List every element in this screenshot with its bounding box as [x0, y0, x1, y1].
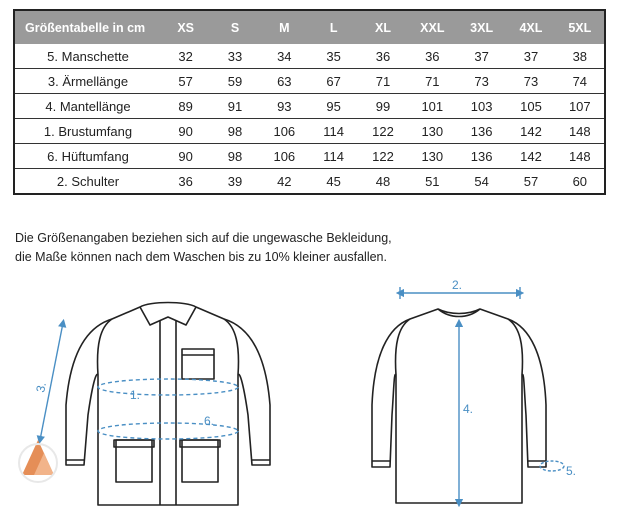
table-cell: 71 [408, 69, 457, 94]
table-row [14, 44, 605, 69]
table-cell: 36 [161, 169, 210, 195]
table-cell: 114 [309, 144, 358, 169]
table-cell: 122 [358, 119, 407, 144]
header-cell-title: Größentabelle in cm [14, 10, 161, 44]
table-cell: 42 [260, 169, 309, 195]
marker-3: 3. [33, 380, 50, 394]
marker-1: 1. [130, 388, 141, 402]
note-line: Die Größenangaben beziehen sich auf die ungewasche Bekleidung, [15, 231, 392, 245]
table-cell: 106 [260, 144, 309, 169]
table-cell: 36 [375, 48, 391, 64]
table-cell: 38 [572, 48, 588, 64]
table-row [14, 144, 605, 169]
table-cell: 122 [358, 144, 407, 169]
table-cell: 114 [309, 119, 358, 144]
table-cell: 63 [260, 69, 309, 94]
table-cell: 35 [326, 48, 341, 64]
table-cell: 74 [556, 69, 605, 94]
size-table [13, 9, 606, 195]
note-line: die Maße können nach dem Waschen bis zu 10% kleiner ausfallen. [15, 250, 387, 264]
header-cell-l: L [309, 10, 358, 44]
table-cell: 71 [358, 69, 407, 94]
table-cell: 106 [260, 119, 309, 144]
row-label: 6. Hüftumfang [14, 144, 161, 169]
row-label: 2. Schulter [14, 169, 161, 195]
row-label: 3. Ärmellänge [14, 69, 161, 94]
table-cell: 37 [474, 48, 489, 64]
table-cell: 34 [277, 48, 292, 64]
table-cell: 136 [457, 119, 506, 144]
table-row [14, 119, 605, 144]
table-row [14, 94, 605, 119]
header-cell-4xl: 4XL [506, 10, 555, 44]
table-cell: 89 [161, 94, 210, 119]
table-cell: 37 [523, 48, 539, 64]
row-label: 4. Mantellänge [14, 94, 161, 119]
table-cell: 57 [506, 169, 555, 195]
table-cell: 51 [408, 169, 457, 195]
table-cell: 98 [210, 119, 259, 144]
table-cell: 130 [408, 119, 457, 144]
table-cell: 136 [457, 144, 506, 169]
table-cell: 99 [358, 94, 407, 119]
marker-2: 2. [452, 278, 463, 292]
table-row [14, 69, 605, 94]
header-cell-m: M [260, 10, 309, 44]
header-cell-5xl: 5XL [556, 10, 605, 44]
measure-lines-back [400, 287, 564, 503]
table-cell: 91 [210, 94, 259, 119]
table-cell: 93 [260, 94, 309, 119]
table-cell: 48 [358, 169, 407, 195]
size-table-header [14, 10, 605, 44]
header-cell-xl: XL [358, 10, 407, 44]
table-cell: 142 [506, 144, 555, 169]
table-cell: 33 [227, 48, 243, 64]
table-cell: 39 [210, 169, 259, 195]
washing-note [15, 229, 392, 267]
table-cell: 90 [161, 119, 210, 144]
header-cell-s: S [210, 10, 259, 44]
table-cell: 148 [556, 144, 605, 169]
table-cell: 98 [210, 144, 259, 169]
table-row [14, 169, 605, 195]
table-cell: 67 [309, 69, 358, 94]
table-cell: 142 [506, 119, 555, 144]
marker-4: 4. [463, 402, 474, 416]
table-cell: 60 [556, 169, 605, 195]
mountain-logo-icon [19, 440, 57, 482]
table-cell: 90 [161, 144, 210, 169]
header-cell-xs: XS [161, 10, 210, 44]
table-cell: 101 [408, 94, 457, 119]
marker-6: 6. [204, 414, 215, 428]
header-cell-3xl: 3XL [457, 10, 506, 44]
table-cell: 148 [556, 119, 605, 144]
table-cell: 32 [178, 48, 193, 64]
table-cell: 103 [457, 94, 506, 119]
table-cell: 107 [556, 94, 605, 119]
table-cell: 73 [457, 69, 506, 94]
header-cell-xxl: XXL [408, 10, 457, 44]
table-cell: 73 [506, 69, 555, 94]
marker-5: 5. [566, 464, 577, 478]
row-label: 1. Brustumfang [14, 119, 161, 144]
table-cell: 105 [506, 94, 555, 119]
table-cell: 45 [309, 169, 358, 195]
table-cell: 130 [408, 144, 457, 169]
table-cell: 59 [210, 69, 259, 94]
table-cell: 54 [457, 169, 506, 195]
jacket-front [66, 303, 270, 506]
table-cell: 36 [425, 48, 440, 64]
table-cell: 95 [309, 94, 358, 119]
row-label: 5. Manschette [47, 48, 129, 64]
table-cell: 57 [161, 69, 210, 94]
jacket-illustration [0, 275, 618, 516]
